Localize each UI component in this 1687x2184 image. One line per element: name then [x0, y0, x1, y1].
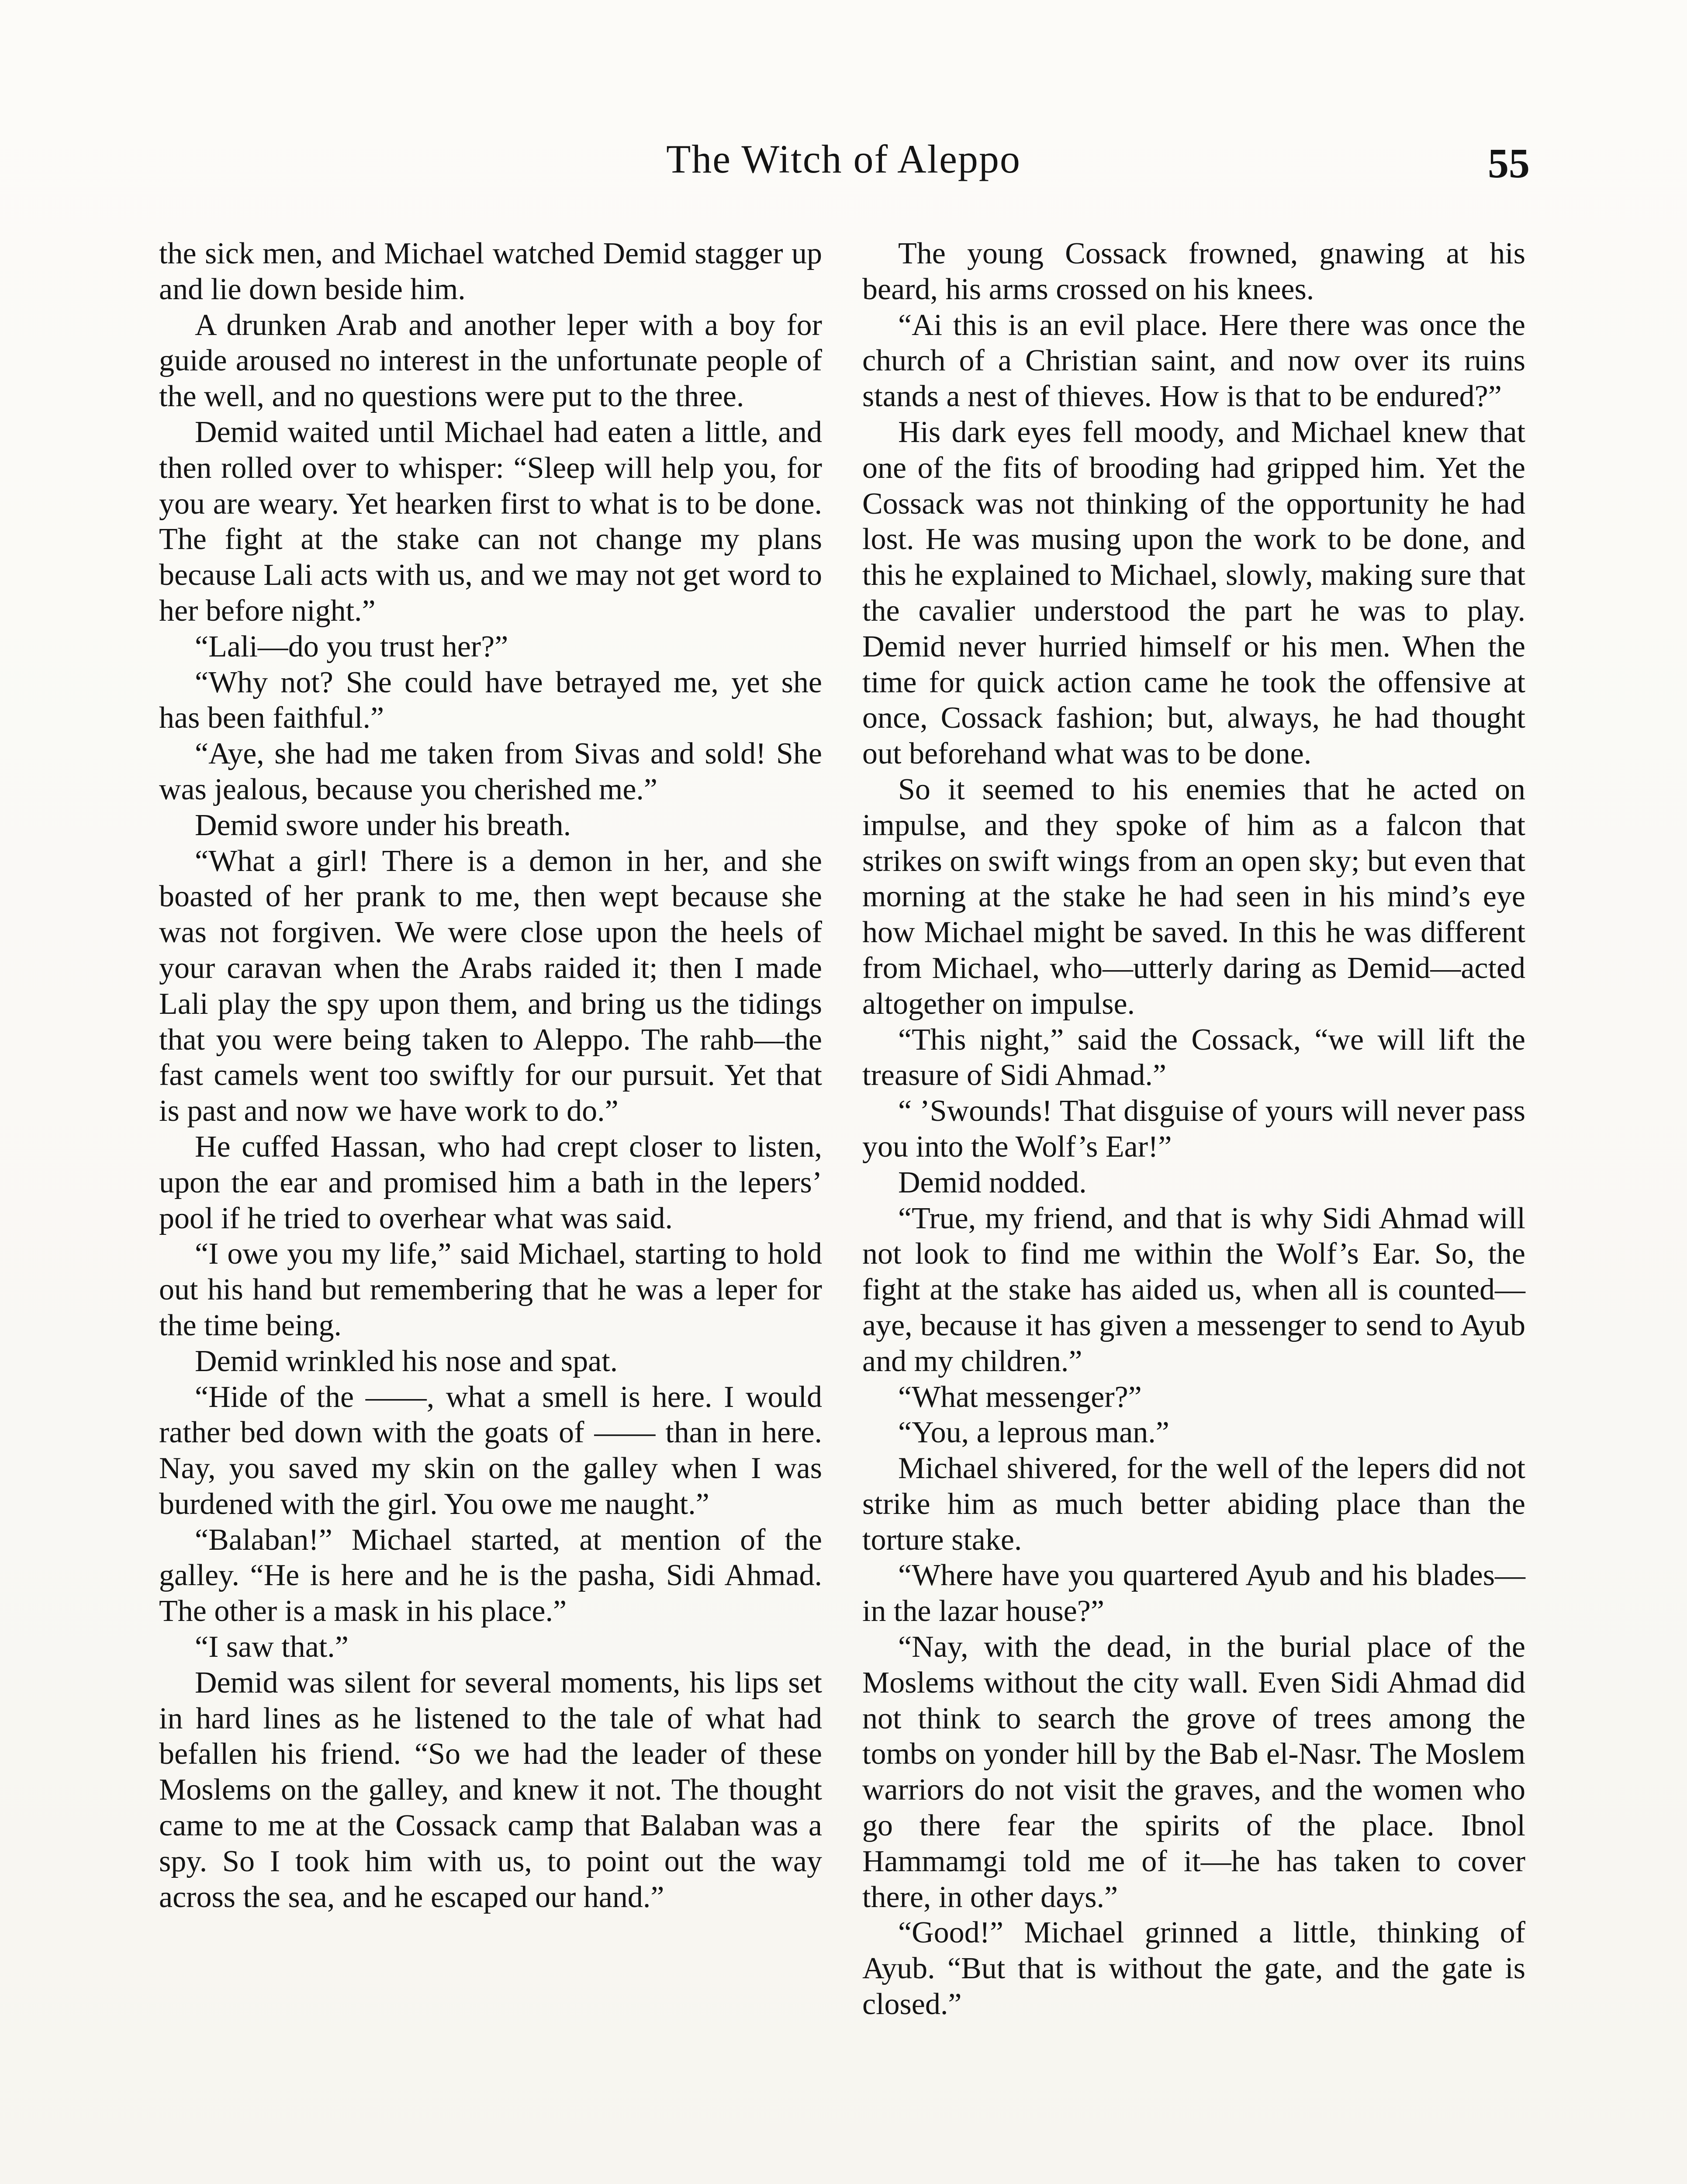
paragraph: the sick men, and Michael watched Demid stagger up and lie down beside him. [159, 237, 822, 306]
paragraph: Michael shivered, for the well of the lepers did not strike him as much better abiding place than the torture stake. [862, 1451, 1525, 1557]
paragraph: “ ’Swounds! That disguise of yours will never pass you into the Wolf’s Ear!” [862, 1094, 1525, 1164]
paragraph: “Ai this is an evil place. Here there was once the church of a Christian saint, and now over its ruins stands a nest of thieves. How is that to be endured?” [862, 308, 1525, 414]
paragraph: Demid wrinkled his nose and spat. [195, 1344, 618, 1378]
paragraph: So it seemed to his enemies that he acted on impulse, and they spoke of him as a falcon that strikes on swift wings from an open sky; but even that morning at the stake he had seen in his mind’s eye how Michael might be saved. In this he was different from Michael, who—utterly daring as Demid—acted altogether on impulse. [862, 772, 1525, 1021]
paragraph: “I owe you my life,” said Michael, starting to hold out his hand but remembering that he was a leper for the time being. [159, 1237, 822, 1342]
right-column [862, 236, 1525, 2022]
left-column [159, 236, 822, 1915]
paragraph: “Hide of the ——, what a smell is here. I would rather bed down with the goats of —— than in here. Nay, you saved my skin on the galley when I was burdened with the girl. You owe me naught.” [159, 1380, 822, 1521]
paragraph: “Lali—do you trust her?” [195, 629, 508, 663]
paragraph: Demid was silent for several moments, his lips set in hard lines as he listened to the tale of what had befallen his friend. “So we had the leader of these Moslems on the galley, and knew it not. The thought came to me at the Cossack camp that Balaban was a spy. So I took him with us, to point out the way across the sea, and he escaped our hand.” [159, 1666, 822, 1914]
paragraph: “Why not? She could have betrayed me, yet she has been faithful.” [159, 665, 822, 735]
paragraph: “True, my friend, and that is why Sidi Ahmad will not look to find me within the Wolf’s Ear. So, the fight at the stake has aided us, when all is counted—aye, because it has given a messenger to send to Ayub and my children.” [862, 1201, 1525, 1378]
paragraph: “You, a leprous man.” [898, 1416, 1169, 1450]
paragraph: He cuffed Hassan, who had crept closer to listen, upon the ear and promised him a bath in the lepers’ pool if he tried to overhear what was said. [159, 1130, 822, 1235]
paragraph: Demid swore under his breath. [195, 808, 571, 842]
paragraph: Demid nodded. [898, 1165, 1087, 1199]
page-number: 55 [1488, 140, 1530, 187]
paragraph: “What a girl! There is a demon in her, and she boasted of her prank to me, then wept because she was not forgiven. We were close upon the heels of your caravan when the Arabs raided it; then I made Lali play the spy upon them, and bring us the tidings that you were being taken to Aleppo. The rahb—the fast camels went too swiftly for our pursuit. Yet that is past and now we have work to do.” [159, 844, 822, 1128]
paragraph: “Balaban!” Michael started, at mention of the galley. “He is here and he is the pasha, Sidi Ahmad. The other is a mask in his place.” [159, 1523, 822, 1628]
paragraph: “Where have you quartered Ayub and his blades—in the lazar house?” [862, 1559, 1525, 1628]
running-title: The Witch of Aleppo [666, 137, 1021, 181]
paragraph: The young Cossack frowned, gnawing at his beard, his arms crossed on his knees. [862, 237, 1525, 306]
paragraph: “What messenger?” [898, 1380, 1142, 1414]
paragraph: “Aye, she had me taken from Sivas and sold! She was jealous, because you cherished me.” [159, 737, 822, 806]
paragraph: “This night,” said the Cossack, “we will lift the treasure of Sidi Ahmad.” [862, 1023, 1525, 1092]
paragraph: Demid waited until Michael had eaten a little, and then rolled over to whisper: “Sleep will help you, for you are weary. Yet hearken first to what is to be done. The fight at the stake can not change my plans because Lali acts with us, and we may not get word to her before night.” [159, 415, 822, 628]
paragraph: “I saw that.” [195, 1630, 349, 1664]
paragraph: “Nay, with the dead, in the burial place of the Moslems without the city wall. Even Sidi Ahmad did not think to search the grove of trees among the tombs on yonder hill by the Bab el-Nasr. The Moslem warriors do not visit the graves, and the women who go there fear the spirits of the place. Ibnol Hammamgi told me of it—he has taken to cover there, in other days.” [862, 1630, 1525, 1914]
paragraph: “Good!” Michael grinned a little, thinking of Ayub. “But that is without the gate, and the gate is closed.” [862, 1916, 1525, 2022]
paragraph: His dark eyes fell moody, and Michael knew that one of the fits of brooding had gripped him. Yet the Cossack was not thinking of the opportunity he had lost. He was musing upon the work to be done, and this he explained to Michael, slowly, making sure that the cavalier understood the part he was to play. Demid never hurried himself or his men. When the time for quick action came he took the offensive at once, Cossack fashion; but, always, he had thought out beforehand what was to be done. [862, 415, 1525, 771]
paragraph: A drunken Arab and another leper with a boy for guide aroused no interest in the unfortunate people of the well, and no questions were put to the three. [159, 308, 822, 414]
